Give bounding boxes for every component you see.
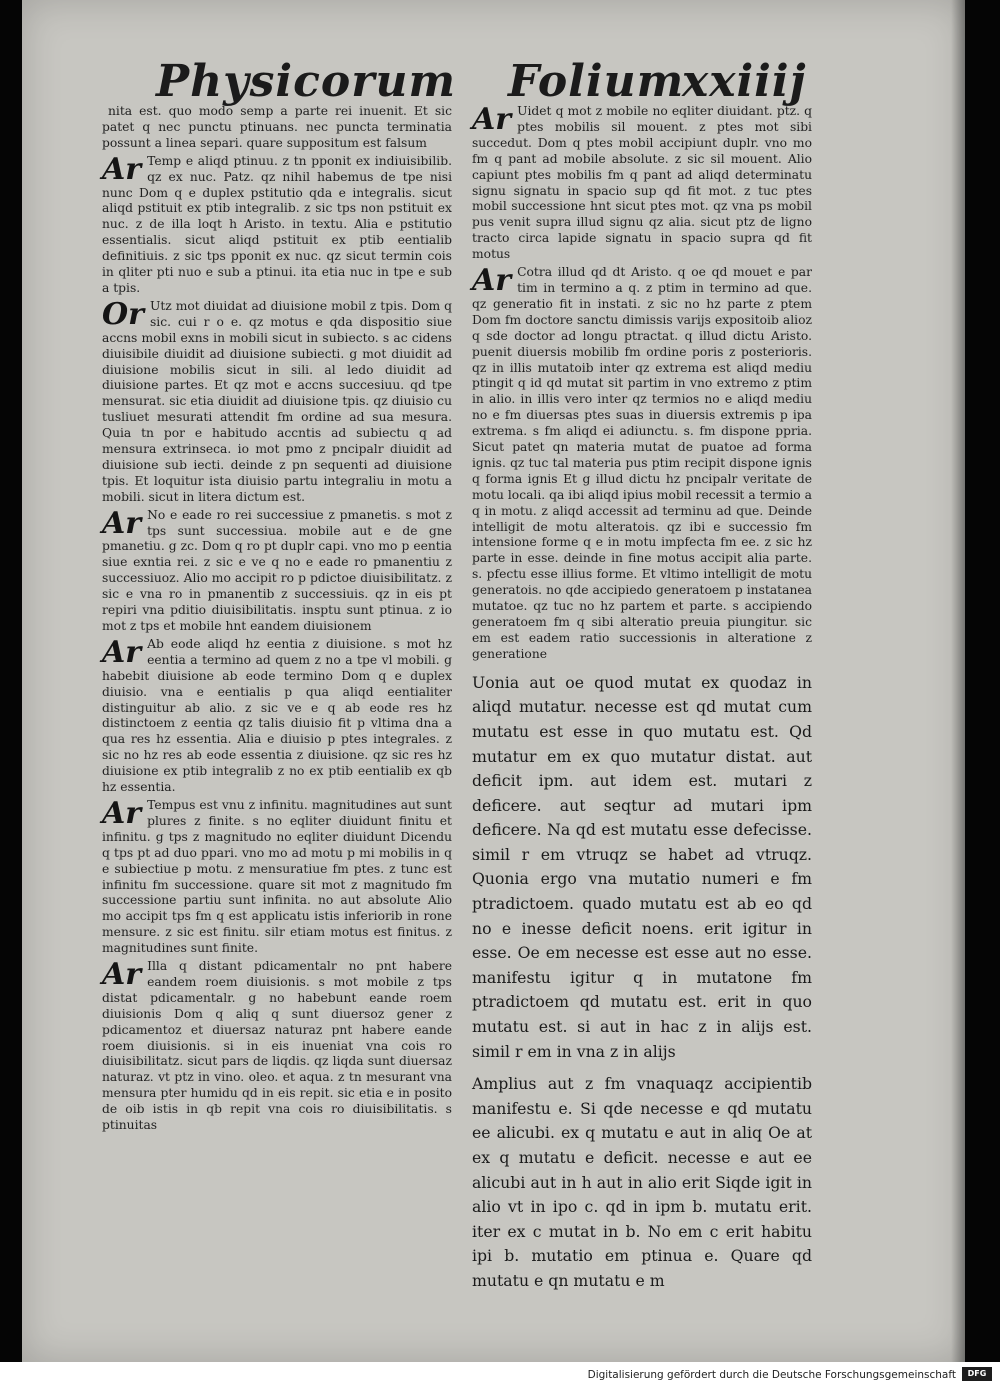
left-paragraph: Ar Illa q distant pdicamentalr no pnt habere eandem roem diuisionis. s mot mobile z tps distat pdicamentalr. g no habebunt eande roem diuisionis Dom q aliq q sunt diuersoz gener z pdicamentoz et diuersaz naturaz pnt habere eande roem diuisionis. si in eis inueniat vna cois ro diuisibilitatz. sicut pars de liqdis. qz liqda sunt diuersaz naturaz. vt ptz in vino. oleo. et aqua. z tn mesurant vna mensura pter humidu qd in eis repit. sic etia e in posito de oib istis in qb repit vna cois ro diuisibilitatis. s ptinuitas	[102, 957, 452, 1133]
ar-marker: Ar	[472, 263, 512, 299]
ar-marker: Ar	[102, 634, 142, 670]
folio-number: xxiiij	[682, 56, 807, 107]
ar-marker: Ar	[472, 102, 512, 137]
aristotle-text-paragraph: Amplius aut z fm vnaquaqz accipientib manifestu e. Si qde necesse e qd mutatu ee alicubi. ex q mutatu e aut in aliq Oe at ex q mutatu e deficit. necesse e aut ee alicubi aut in h aut in alio erit Siqde igit in alio vt in ipo c. qd in ipm b. mutatu erit. iter ex c mutat in b. No em c erit habitu ipi b. mutatio em ptinua e. Quare qd mutatu e qn mutatu e m	[472, 1074, 812, 1290]
right-paragraph-small: Ar Uidet q mot z mobile no eqliter diuidant. ptz. q ptes mobilis sil mouent. z ptes mot sibi succedut. Dom q ptes mobil accipiunt duplr. vno mo fm q pant ad mobile absolute. z sic sil mouent. Alio capiunt ptes mobilis fm q pant ad aliqd determinatu signu signatu in spacio sup qd fit mot. z tuc ptes mobil successione hnt sicut ptes mot. qz vna ps mobil pus venit supra illud signu qz alia. sicut ptz de ligno tracto circa lapide signatu in spacio supra qd fit motus	[472, 102, 812, 262]
running-head-folium: Folium	[508, 56, 685, 107]
manuscript-page	[22, 0, 965, 1362]
left-paragraph: nita est. quo modo semp a parte rei inuenit. Et sic patet q nec punctu ptinuans. nec puncta terminatia possunt a linea separi. quare suppositum est falsum	[102, 104, 452, 150]
dfg-logo: DFG	[962, 1367, 992, 1381]
aristotle-text-paragraph: Uonia aut oe quod mutat ex quodaz in aliqd mutatur. necesse est qd mutat cum mutatu est esse in quo mutatu est. Qd mutatur em ex quo mutatur distat. aut deficit ipm. aut idem est. mutari z deficere. aut seqtur ad mutari ipm deficere. Na qd est mutatu esse defecisse. simil r em vtruqz se habet ad vtruqz. Quonia ergo vna mutatio numeri e fm ptradictoem. quado mutatu est ab eo qd no e inesse deficit noens. erit igitur in esse. Oe em necesse est esse aut no esse. manifestu igitur q in mutatone fm ptradictoem qd mutatu est. erit in quo mutatu est. si aut in hac z in alijs est. simil r em in vna z in alijs	[472, 672, 812, 1061]
left-column	[102, 104, 452, 1136]
left-paragraph: Ar Temp e aliqd ptinuu. z tn pponit ex indiuisibilib. qz ex nuc. Patz. qz nihil habemus de tpe nisi nunc Dom q e duplex pstitutio qda e integralis. sicut aliqd pstituit ex ptib integralib. z sic tps non pstituit ex nuc. z de illa loqt h Aristo. in textu. Alia e pstitutio essentialis. sicut aliqd pstituit ex ptib eentialib definitiuis. z sic tps pponit ex nuc. qz sicut termin cois in qliter pti nuo e sub a ptinui. ita etia nuc in tpe e sub a tpis.	[102, 151, 452, 295]
left-paragraph: Ar Tempus est vnu z infinitu. magnitudines aut sunt plures z finite. s no eqliter diuidunt finitu et infinitu. g tps z magnitudo no eqliter diuidunt Dicendu q tps pt ad duo ppari. vno mo ad motu p mi mobilis in q e subiectiue p motu. z mensuratiue fm ptes. z tunc est infinitu fm successione. quare sit mot z magnitudo fm successione partiu sunt infinita. no aut absolute Alio mo accipit tps fm q est applicatu istis inferiorib in rone mensure. z sic est finitu. silr etiam motus est finitus. z magnitudines sunt finite.	[102, 795, 452, 956]
right-column	[472, 104, 812, 1294]
left-paragraph: Ar Ab eode aliqd hz eentia z diuisione. s mot hz eentia a termino ad quem z no a tpe vl mobili. g habebit diuisione ab eode termino Dom q e duplex diuisio. vna e eentialis p qua aliqd eentialiter distinguitur ab alio. z sic ve e q ab eode res hz distinctoem z eentia qz talis diuisio fit p vltima dna a qua res hz essentia. Alia e diuisio p ptes integrales. z sic no hz res ab eode essentia z diuisione. qz sic res hz diuisione ex ptib integralib z no ex ptib eentialib ex qb hz essentia.	[102, 634, 452, 795]
left-paragraph: Ar No e eade ro rei successiue z pmanetis. s mot z tps sunt successiua. mobile aut e de gne pmanetiu. g zc. Dom q ro pt duplr capi. vno mo p eentia siue exntia rei. z sic e ve q no e eade ro pmanentiu z successiuoz. Alio mo accipit ro p pdictoe diuisibilitatz. z sic e vna ro in pmanentib z successiuis. qz in eis pt repiri vna pditio diuisibilitatis. insptu sunt ptinua. z io mot z tps et mobile hnt eandem diuisionem	[102, 505, 452, 633]
left-paragraph: Or Utz mot diuidat ad diuisione mobil z tpis. Dom q sic. cui r o e. qz motus e qda dispositio siue accns mobil exns in mobili sicut in subiecto. s ac cidens diuisibile diuidit ad diuisione subiecti. g mot diuidit ad diuisione mobilis sicut in sili. al ledo diuidit ad diuisione partes. Et qz mot e accns succesiuu. qd tpe mensurat. sic etia diuidit ad diuisione tpis. qz diuisio cu tusliuet mesurati attendit fm ordine ad sua mesura. Quia tn por e habitudo accntis ad subiectu q ad mensura extrinseca. io mot pmo z pncipalr diuidit ad diuisione sub iecti. deinde z pn sequenti ad diuisione tpis. Et loquitur ista diuisio partu integraliu in motu a mobili. sicut in litera dictum est.	[102, 296, 452, 504]
ar-marker: Ar	[102, 795, 142, 831]
ar-marker: Ar	[102, 957, 142, 993]
funding-note: Digitalisierung gefördert durch die Deutsche Forschungsgemeinschaft	[587, 1369, 956, 1381]
ar-marker: Ar	[102, 505, 142, 541]
running-head-left: Physicorum	[156, 56, 456, 107]
right-paragraph-small: Ar Cotra illud qd dt Aristo. q oe qd mouet e par tim in termino a q. z ptim in termino ad que. qz generatio fit in instati. z sic no hz parte z ptem Dom fm doctore sanctu dimissis varijs expositoib alioz q sde doctor ad longu ptractat. q illud dictu Aristo. puenit diuersis mobilib fm ordine poris z posterioris. qz in illis mutatoib inter qz extrema est aliqd mediu ptingit q id qd mutat sit partim in vno extremo z ptim in alio. in illis vero inter qz termios no e aliqd mediu no e fm diuersas ptes suas in diuersis extremis p ipa extrema. s fm aliqd ei adiunctu. s. fm dispone ppria. Sicut patet qn materia mutat de puatoe ad forma ignis. qz tuc tal materia pus ptim recipit dispone ignis q forma ignis Et g illud dictu hz pncipalr veritate de motu locali. qa ibi aliqd ipius mobil recessit a termio a q in motu. z aliqd accessit ad terminu ad que. Deinde intelligit de motu alteratois. qz ibi e successio fm intensione forme q e in motu impfecta fm ee. z sic hz parte in esse. deinde in fine motus accipit alia parte. s. pfectu esse illius forme. Et vltimo intelligit de motu generatois. no qde accipiedo generatoem p instatanea mutatoe. qz tuc no hz partem et parte. s accipiendo generatoem fm q sibi alteratio preuia piungitur. sic em est eadem ratio successionis in alteratione z generatione	[472, 263, 812, 661]
ar-marker: Ar	[102, 151, 142, 187]
or-marker: Or	[102, 296, 144, 332]
